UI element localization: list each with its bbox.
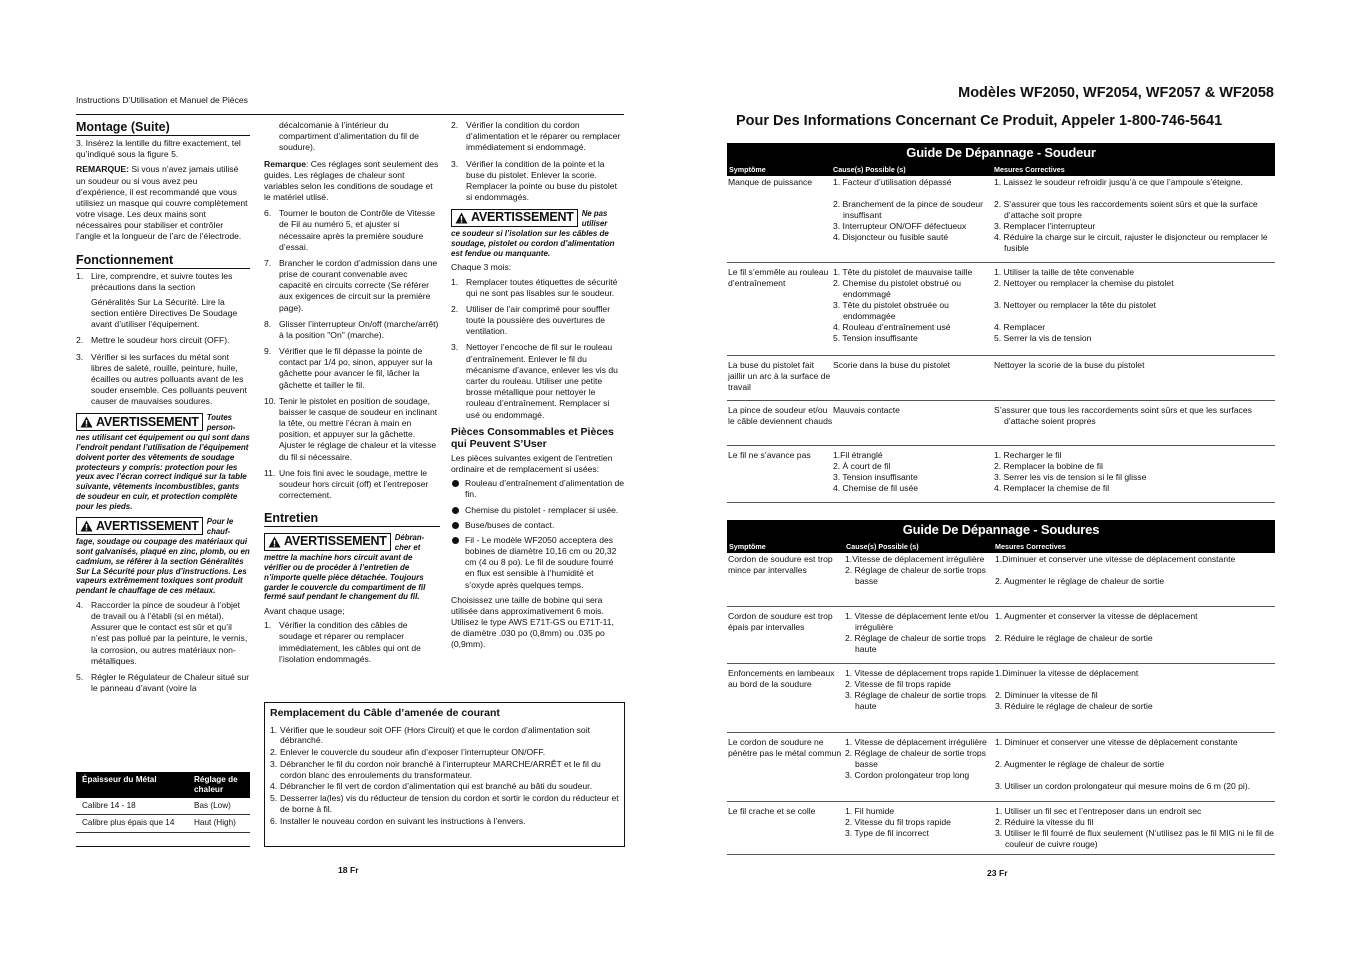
operation-list-cont (264, 208, 440, 501)
thickness-table-header (76, 772, 250, 798)
maintenance-step-3: 3. Nettoyer l’encoche de fil sur le rouleau d’entraînement. Enlever le fil du mécanisme d’avance, enlever les vis du carter du rouleau. Utiliser une petite brosse métallique pour nettoyer le rouleau d’entraînement. Remplacer si usé ou endommagé. (451, 342, 618, 420)
left-column-1 (76, 120, 250, 699)
montage-list (76, 138, 250, 160)
causes-cell (845, 665, 995, 732)
warning-3-side: Débran-cher et (394, 533, 425, 553)
guide-soudures-header (727, 520, 1275, 553)
causes-cell-line: 2. Réglage de chaleur de sortie trops basse (845, 748, 986, 769)
causes-cell-line: 3. Type de fil incorrect (845, 828, 929, 838)
causes-cell (845, 608, 995, 663)
fixes-cell-line: 2. Réduire le réglage de chaleur de sortie (995, 633, 1153, 643)
fonction-step-11: 11. Une fois fini avec le soudage, mettre le soudeur hors circuit (off) et l’entreposer correctement. (264, 467, 429, 501)
fixes-cell-line: 2. Diminuer la vitesse de fil (995, 690, 1098, 700)
symptom-cell-line: Cordon de soudure est trop mince par intervalles (728, 554, 833, 575)
fonction-step-2: 2. Mettre le soudeur hors circuit (OFF). (76, 335, 230, 346)
fixes-cell (995, 734, 1275, 801)
entretien-list (264, 620, 440, 665)
pieces-intro: Les pièces suivantes exigent de l’entretien ordinaire et de remplacement si usées: (451, 452, 613, 475)
montage-title: Montage (Suite) (76, 120, 250, 136)
montage-step-3: 3. Insérez la lentille du filtre exactement, tel qu’indiqué sous la figure 5. (76, 138, 241, 160)
entretien-step-2: 2. Vérifier la condition du cordon d’alimentation et le réparer ou remplacer immédiatement si endommagé. (451, 120, 621, 153)
fixes-cell (994, 447, 1275, 502)
fixes-cell-line (995, 748, 1275, 759)
symptom-cell-line: Enfoncements en lambeaux au bord de la soudure (728, 668, 835, 689)
causes-cell (845, 551, 995, 606)
avant-chaque-usage: Avant chaque usage; (264, 606, 345, 617)
fixes-cell (994, 264, 1275, 355)
symptom-cell (727, 174, 833, 262)
col-header-fixes: Mesures Correctives (994, 164, 1065, 174)
symptom-cell (727, 447, 833, 502)
left-page-number: 18 Fr (338, 865, 359, 875)
pieces-title: Pièces Consommables et Pièces qui Peuvent S’User (451, 425, 614, 451)
warning-2-text: fage, soudage ou coupage des matériaux qui sont galvanisés, plaqué en zinc, plomb, ou en cadmium, se référer à la section Généralités Sur La Sécurité pour plus d’instructions. Les vapeurs extrêmement toxiques sont produit pendant le chauffage de ces métaux. (76, 537, 250, 596)
choose-paragraph: Choisissez une taille de bobine qui sera utilisée dans approximativement 6 mois. Utilisez le type AWS E71T-GS ou E71T-11, de diamètre .030 po (0,8mm) ou .035 po (0,9mm). (451, 594, 614, 650)
fixes-cell-line: 2. S’assurer que tous les raccordements soient sûrs et que la surface d’attache soit propre (994, 199, 1258, 220)
fixes-cell-line: 2. Nettoyer ou remplacer la chemise du pistolet (994, 278, 1174, 288)
fixes-cell-line (995, 679, 1275, 690)
warning-triangle-icon (268, 536, 281, 548)
table-row (727, 402, 1275, 446)
causes-cell-line: 2. Réglage de chaleur de sortie trops basse (845, 565, 986, 586)
fixes-cell-line (995, 565, 1275, 576)
causes-cell-line: 4. Rouleau d’entraînement usé (833, 322, 951, 332)
col-header-causes: Cause(s) Possible (s) (846, 541, 919, 551)
causes-cell (833, 357, 994, 400)
info-title: Pour Des Informations Concernant Ce Produit, Appeler 1-800-746-5641 (736, 113, 1223, 129)
causes-cell-line: 1.Vitesse de déplacement irrégulière (845, 554, 985, 564)
fixes-cell (995, 665, 1275, 732)
symptom-cell (727, 665, 845, 732)
warning-badge: AVERTISSEMENT (76, 517, 203, 535)
symptom-cell (727, 608, 845, 663)
left-column-2 (264, 120, 440, 670)
thickness-col-header: Épaisseur du Métal (76, 772, 188, 798)
col-header-symptom: Symptôme (729, 541, 766, 551)
fixes-cell-line: 3. Serrer les vis de tension si le fil glisse (994, 472, 1147, 482)
symptom-cell-line: Le cordon de soudure ne pénètre pas le métal commun (728, 737, 842, 758)
table-row (727, 803, 1275, 855)
fonction-step-10: 10. Tenir le pistolet en position de soudage, baisser le casque de soudeur en inclinant la tête, ou mettre l’écran à main en position, et appuyer sur la gâchette. Ajuster le réglage de chaleur et la vitesse du fil si nécessaire. (264, 395, 438, 462)
fixes-cell-line: 5. Serrer la vis de tension (994, 333, 1092, 343)
col-header-causes: Cause(s) Possible (s) (833, 164, 906, 174)
warning-block-1 (76, 413, 250, 511)
warning-badge: AVERTISSEMENT (76, 413, 203, 431)
fixes-cell-line: S’assurer que tous les raccordements soint sûrs et que les surfaces d’attache soient propres (994, 405, 1252, 426)
cable-step-1: 1. Vérifier que le soudeur soit OFF (Hors Circuit) et que le cordon d’alimentation soit débranché. (270, 724, 590, 746)
warning-triangle-icon (80, 520, 93, 532)
causes-cell-line (833, 188, 994, 199)
fixes-cell-line: 4. Remplacer (994, 322, 1046, 332)
table-row (727, 665, 1275, 733)
cont-paragraph: décalcomanie à l’intérieur du compartiment d’alimentation du fil de soudure). (279, 120, 419, 153)
symptom-cell-line: Le fil ne s’avance pas (728, 450, 811, 460)
causes-cell-line: 2. Chemise du pistolet obstrué ou endommagé (833, 278, 962, 299)
col-header-fixes: Mesures Correctives (995, 541, 1066, 551)
causes-cell-line: Scorie dans la buse du pistolet (833, 360, 951, 370)
entretien-list-cont (451, 120, 625, 203)
fixes-cell-line: 1.Diminuer et conserver une vitesse de déplacement constante (995, 554, 1236, 564)
cable-step-2: 2. Enlever le couvercle du soudeur afin d’exposer l’interrupteur ON/OFF. (270, 747, 546, 758)
fixes-cell-line: 2. Augmenter le réglage de chaleur de sortie (995, 576, 1165, 586)
setting-col-header: Réglage de chaleur (188, 772, 250, 798)
fonctionnement-list-cont (76, 600, 250, 694)
table-row (727, 357, 1275, 401)
cable-step-4: 4. Débrancher le fil vert de cordon d’alimentation qui est branché au bâti du soudeur. (270, 781, 592, 792)
fixes-cell-line: Nettoyer la scorie de la buse du pistolet (994, 360, 1145, 370)
warning-block-3 (264, 533, 440, 602)
symptom-cell-line: Le fil s’emmêle au rouleau d’entraînement (728, 267, 829, 288)
fixes-cell-line: 2. Augmenter le réglage de chaleur de sortie (995, 759, 1165, 769)
fixes-cell-line (994, 289, 1275, 300)
table-row (727, 734, 1275, 802)
entretien-step-1: 1. Vérifier la condition des câbles de soudage et réparer ou remplacer immédiatement, les câbles qui ont de l’isolation endommagés. (264, 620, 421, 664)
causes-cell-line: 1. Facteur d’utilisation dépassé (833, 177, 952, 187)
fixes-cell-line (994, 311, 1275, 322)
fixes-cell-line: 3. Utiliser le fil fourré de flux seulement (N’utilisez pas le fil MIG ni le fil de couleur de cuivre rouge) (995, 828, 1274, 849)
chaque-3-mois: Chaque 3 mois: (451, 262, 512, 273)
list-item: Chemise du pistolet - remplacer si usée. (451, 505, 625, 516)
symptom-cell-line: Manque de puissance (728, 177, 813, 187)
warning-1-text: nes utilisant cet équipement ou qui sont dans l’endroit pendant l’utilisation de l’équipement doivent porter des vêtements de soudage protecteurs y compris: protection pour les yeux avec l’écran correct indiqué sur la table suivante, vêtements incombustibles, gants de soudeur en cuir, et protection complète pour les pieds. (76, 433, 250, 511)
fixes-cell-line: 1. Recharger le fil (994, 450, 1062, 460)
warning-4-text: ce soudeur si l’isolation sur les câbles de soudage, pistolet ou cordon d’alimentation est fendue ou manquante. (451, 229, 615, 258)
fixes-cell-line: 1. Diminuer et conserver une vitesse de déplacement constante (995, 737, 1238, 747)
symptom-cell-line: Cordon de soudure est trop épais par intervalles (728, 611, 833, 632)
table-row (727, 551, 1275, 607)
table-row (727, 174, 1275, 263)
fixes-cell-line: 1.Diminuer la vitesse de déplacement (995, 668, 1139, 678)
fixes-cell-line: 2. Réduire la vitesse du fil (995, 817, 1094, 827)
remarque-paragraph: REMARQUE: Si vous n’avez jamais utilisé un soudeur ou si vous avez peu d’expérience, il est recommandé que vous utilisiez un masque qui couvre complètement votre visage. Les deux mains sont nécessaires pour stabiliser et contrôler l’angle et la longueur de l’arc de l’électrode. (76, 164, 248, 242)
guide-soudeur-title: Guide De Dépannage - Soudeur (906, 145, 1096, 160)
fonction-step-4: 4. Raccorder la pince de soudeur à l’objet de travail ou à l’établi (si en métal). Assurer que le contact est sûr et qu’il n’est pas pollué par la peinture, le vernis, la corrosion, ou autres matériaux non-métalliques. (76, 599, 248, 666)
causes-cell-line: 1. Vitesse de déplacement lente et/ou irrégulière (845, 611, 989, 632)
cable-step-6: 6. Installer le nouveau cordon en suivant les instructions à l’envers. (270, 815, 526, 826)
guide-soudures-title: Guide De Dépannage - Soudures (902, 522, 1100, 537)
col-header-symptom: Symptôme (729, 164, 766, 174)
table-row (727, 608, 1275, 664)
fixes-cell-line: 4. Réduire la charge sur le circuit, rajuster le disjoncteur ou remplacer le fusible (994, 232, 1268, 253)
cable-step-3: 3. Débrancher le fil du cordon noir branché à l’interrupteur MARCHE/ARRÊT et le fil du cordon blanc des enroulements du transformateur. (270, 758, 601, 780)
causes-cell-line: Mauvais contacte (833, 405, 900, 415)
fixes-cell-line: 4. Remplacer la chemise de fil (994, 483, 1110, 493)
fixes-cell (995, 551, 1275, 606)
causes-cell-line: 3. Tension insuffisante (833, 472, 918, 482)
causes-cell-line: 3. Interrupteur ON/OFF défectueux (833, 221, 967, 231)
fonction-step-9: 9. Vérifier que le fil dépasse la pointe de contact par 1/4 po, sinon, appuyer sur la gâchette pour avancer le fil, lâcher la gâchette et tailler le fil. (264, 346, 433, 390)
list-item: Fil - Le modèle WF2050 acceptera des bobines de diamètre 10,16 cm ou 20,32 cm (4 ou 8 po). Le fil de soudure fourré en flux est sensible à l’humidité et s’oxyde après quelques temps. (451, 535, 625, 591)
causes-cell-line: 2. Réglage de chaleur de sortie trops haute (845, 633, 986, 654)
maintenance-3m-list (451, 277, 625, 421)
fixes-cell-line: 2. Remplacer la bobine de fil (994, 461, 1103, 471)
cable-steps (270, 725, 619, 827)
cable-box-title: Remplacement du Câble d’amenée de courant (270, 707, 500, 719)
fixes-cell-line (994, 188, 1275, 199)
fixes-cell-line (995, 622, 1275, 633)
warning-block-2 (76, 517, 250, 596)
causes-cell-line: 3. Réglage de chaleur de sortie trops haute (845, 690, 986, 711)
list-item: Rouleau d’entraînement d’alimentation de fin. (451, 478, 625, 500)
warning-3-text: mettre la machine hors circuit avant de vérifier ou de procéder à l’entretien de n’importe quelle pièce détachée. Toujours garder le couvercle du compartiment de fil fermé sauf pendant le changement du fil. (264, 553, 426, 602)
causes-cell-line: 2. Vitesse du fil trops rapide (845, 817, 951, 827)
causes-cell (833, 402, 994, 445)
fixes-cell (995, 803, 1275, 854)
causes-cell-line: 2. À court de fil (833, 461, 891, 471)
bottom-rule (76, 846, 250, 847)
causes-cell-line: 1. Vitesse de déplacement trops rapide (845, 668, 994, 678)
fonction-step-5: 5. Régler le Régulateur de Chaleur situé sur le panneau d’avant (voire la (76, 671, 250, 694)
symptom-cell (727, 402, 833, 445)
fonction-step-3: 3. Vérifier si les surfaces du métal sont libres de saleté, rouille, peinture, huile, écailles ou autres polluants avant de les souder ensemble. Ces polluants peuvent causer de mauvaises soudures. (76, 351, 247, 407)
maintenance-step-1: 1. Remplacer toutes étiquettes de sécurité qui ne sont pas lisables sur le soudeur. (451, 276, 618, 298)
fixes-cell-line: 1. Laissez le soudeur refroidir jusqu’à ce que l’ampoule s’éteigne. (994, 177, 1243, 187)
symptom-cell-line: Le fil crache et se colle (728, 806, 816, 816)
fixes-cell (994, 357, 1275, 400)
left-column-3 (451, 120, 625, 656)
entretien-step-3: 3. Vérifier la condition de la pointe et la buse du pistolet. Enlever la scorie. Remplacer la pointe ou buse du pistolet si endommagés. (451, 158, 617, 203)
fixes-cell-line: 3. Nettoyer ou remplacer la tête du pistolet (994, 300, 1156, 310)
symptom-cell (727, 551, 845, 606)
left-page-header: Instructions D’Utilisation et Manuel de Pièces (76, 95, 248, 105)
warning-4-side: Ne pas utiliser (581, 209, 608, 228)
causes-cell-line: 2. Vitesse de fil trops rapide (845, 679, 951, 689)
table-row: Calibre plus épais que 14 Haut (High) (76, 815, 250, 833)
causes-cell-line: 1.Fil étranglé (833, 450, 883, 460)
fixes-cell-line: 3. Remplacer l’interrupteur (994, 221, 1096, 231)
fonction-step-6: 6. Tourner le bouton de Contrôle de Vitesse de Fil au numéro 5, et ajuster si nécessaire après la première soudure d’essai. (264, 208, 436, 252)
remarque-2-paragraph: Remarque: Ces réglages sont seulement des guides. Les réglages de chaleur sont variables selon les conditions de soudage et le matériel utlisé. (264, 158, 439, 203)
causes-cell (833, 447, 994, 502)
causes-cell-line: 1. Tête du pistolet de mauvaise taille (833, 267, 973, 277)
fixes-cell (994, 402, 1275, 445)
causes-cell-line: 4. Disjoncteur ou fusible sauté (833, 232, 949, 242)
fixes-cell-line: 3. Utiliser un cordon prolongateur qui mesure moins de 6 m (20 pi). (995, 781, 1251, 791)
fonctionnement-list (76, 271, 250, 408)
right-page-number: 23 Fr (987, 868, 1008, 878)
causes-cell-line: 5. Tension insuffisante (833, 333, 918, 343)
causes-cell (833, 174, 994, 262)
symptom-cell-line: La pince de soudeur et/ou le câble deviennent chauds (728, 405, 833, 426)
warning-triangle-icon (455, 212, 468, 224)
warning-2-side: Pour le chauf- (206, 517, 234, 537)
warning-block-4 (451, 209, 625, 258)
causes-cell-line: 3. Tête du pistolet obstruée ou endommagée (833, 300, 949, 321)
cable-step-5: 5. Desserrer la(les) vis du réducteur de tension du cordon et sortir le cordon du réducteur et de borne à fil. (270, 793, 619, 814)
table-row (727, 447, 1275, 503)
symptom-cell (727, 803, 845, 854)
symptom-cell (727, 734, 845, 801)
header-rule (76, 114, 624, 115)
fixes-cell-line (995, 770, 1275, 781)
warning-badge: AVERTISSEMENT (451, 209, 578, 227)
fixes-cell-line: 1. Utiliser un fil sec et l’entreposer dans un endroit sec (995, 806, 1202, 816)
causes-cell (845, 734, 995, 801)
fixes-cell-line: 1. Utiliser la taille de tête convenable (994, 267, 1134, 277)
causes-cell-line: 4. Chemise de fil usée (833, 483, 919, 493)
fonctionnement-title: Fonctionnement (76, 253, 250, 269)
fixes-cell-line: 1. Augmenter et conserver la vitesse de déplacement (995, 611, 1198, 621)
list-item: Buse/buses de contact. (451, 520, 625, 531)
symptom-cell (727, 357, 833, 400)
warning-1-side: Toutes person- (206, 413, 236, 433)
entretien-title: Entretien (264, 511, 440, 527)
fixes-cell-line: 3. Réduire le réglage de chaleur de sortie (995, 701, 1153, 711)
causes-cell-line: 1. Vitesse de déplacement irrégulière (845, 737, 987, 747)
causes-cell (845, 803, 995, 854)
symptom-cell (727, 264, 833, 355)
guide-soudeur-header (727, 143, 1275, 176)
fonction-step-8: 8. Glisser l’interrupteur On/off (marche/arrêt) à la position "On" (marche). (264, 318, 439, 340)
fixes-cell (994, 174, 1275, 262)
causes-cell-line: 2. Branchement de la pince de soudeur insuffisant (833, 199, 984, 220)
causes-cell-line: 3. Cordon prolongateur trop long (845, 770, 970, 780)
table-row: Calibre 14 - 18 Bas (Low) (76, 798, 250, 815)
symptom-cell-line: La buse du pistolet fait jaillir un arc à la surface de travail (728, 360, 831, 392)
warning-badge: AVERTISSEMENT (264, 533, 391, 551)
thickness-table (76, 772, 250, 833)
fonction-step-7: 7. Brancher le cordon d’admission dans une prise de courant convenable avec capacité en circuits correcte (Se référer aux exigences de circuit sur la première page). (264, 257, 438, 313)
causes-cell-line: 1. Fil humide (845, 806, 895, 816)
fixes-cell (995, 608, 1275, 663)
maintenance-step-2: 2. Utiliser de l’air comprimé pour souffler toute la poussière des ouvertures de ventilation. (451, 303, 611, 337)
models-title: Modèles WF2050, WF2054, WF2057 & WF2058 (958, 85, 1274, 101)
warning-triangle-icon (80, 416, 93, 428)
cable-replacement-box (264, 702, 625, 847)
table-row (727, 264, 1275, 356)
causes-cell (833, 264, 994, 355)
fonction-step-1: 1. Lire, comprendre, et suivre toutes les précautions dans la section Généralités Sur La Sécurité. Lire la section entière Directives De Soudage avant d’utiliser l’équipement. (76, 270, 238, 330)
